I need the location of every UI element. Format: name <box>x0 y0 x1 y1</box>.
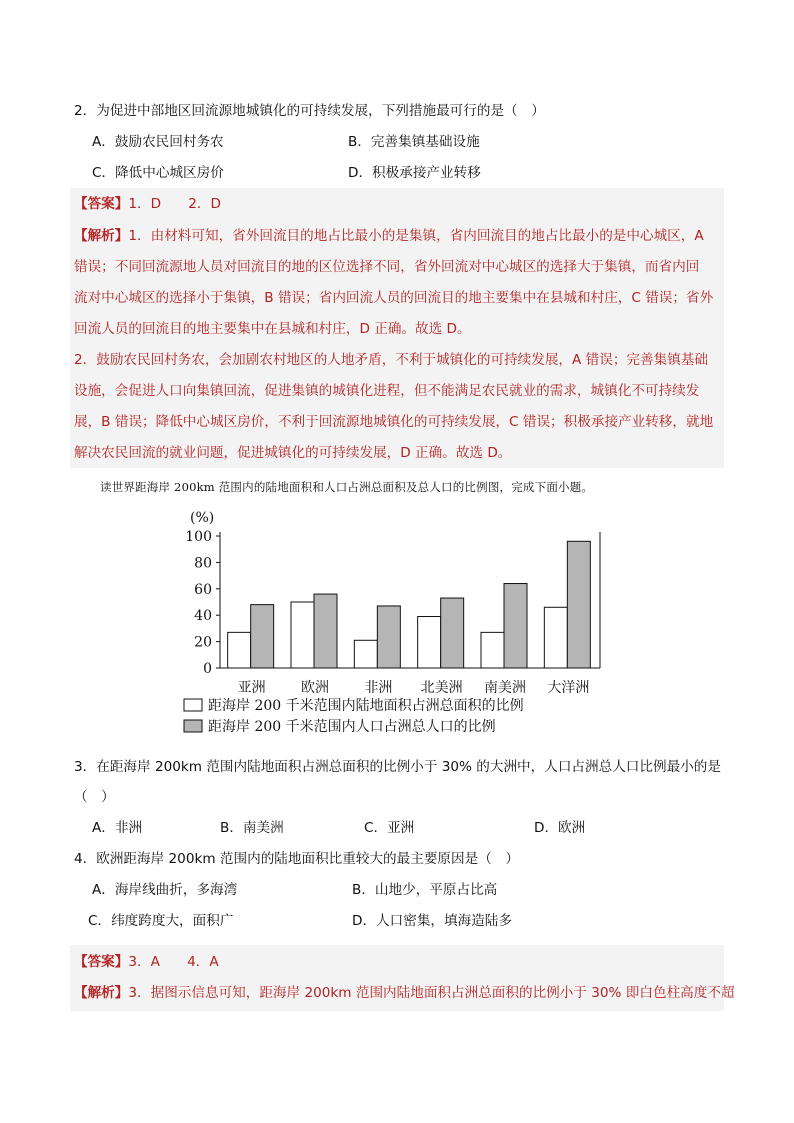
chart-intro: 读世界距海岸 200km 范围内的陆地面积和人口占洲总面积及总人口的比例图，完成下面小题。 <box>100 480 594 494</box>
analysis-1-line-2: 错误；不同回流源地人员对回流目的地的区位选择不同，省外回流对中心城区的选择大于集镇，而省内回 <box>74 259 700 275</box>
x-tick-label: 亚洲 <box>237 680 266 696</box>
bar-population <box>377 606 400 668</box>
analysis-2-line-1: 【解析】3．据图示信息可知，距海岸 200km 范围内陆地面积占洲总面积的比例小于 30% 即白色柱高度不超 <box>74 985 735 1001</box>
y-tick-label: 40 <box>194 608 212 625</box>
bar-area <box>418 617 441 668</box>
legend <box>184 697 524 735</box>
q2-stem: 2．为促进中部地区回流源地城镇化的可持续发展，下列措施最可行的是（ ） <box>74 103 545 119</box>
y-tick-label: 100 <box>185 529 212 545</box>
bars <box>228 541 591 668</box>
analysis-1-line-6: 设施，会促进人口向集镇回流，促进集镇的城镇化进程，但不能满足农民就业的需求，城镇化不可持续发 <box>74 383 700 399</box>
q2-option-b: B．完善集镇基础设施 <box>348 134 480 150</box>
answer-text: 3．A 4．A <box>128 954 219 970</box>
analysis-tag: 【解析】 <box>74 228 129 244</box>
analysis-1-line-8: 解决农民回流的就业问题，促进城镇化的可持续发展，D 正确。故选 D。 <box>74 445 512 461</box>
analysis-tag: 【解析】 <box>74 985 129 1001</box>
answer-tag: 【答案】 <box>74 954 129 970</box>
bar-area <box>354 640 377 668</box>
bar-area <box>544 607 567 668</box>
answer-2 <box>74 952 219 972</box>
q4-option-d: D．人口密集，填海造陆多 <box>352 913 512 929</box>
y-tick-label: 0 <box>203 661 212 677</box>
q3-option-a: A．非洲 <box>92 820 143 836</box>
legend-swatch-population <box>184 720 202 732</box>
q4-stem: 4．欧洲距海岸 200km 范围内的陆地面积比重较大的最主要原因是（ ） <box>74 851 519 867</box>
legend-label-area: 距海岸 200 千米范围内陆地面积占洲总面积的比例 <box>208 698 524 714</box>
y-axis-unit: (%) <box>190 510 215 526</box>
x-axis-labels <box>238 679 590 696</box>
q3-option-c: C．亚洲 <box>364 820 415 836</box>
q3-paren: （ ） <box>74 789 115 805</box>
analysis-1-line-5: 2．鼓励农民回村务农，会加剧农村地区的人地矛盾，不利于城镇化的可持续发展，A 错误；完善集镇基础 <box>74 352 708 368</box>
answer-tag: 【答案】 <box>74 196 129 212</box>
q4-option-c: C．纬度跨度大，面积广 <box>88 913 234 929</box>
bar-population <box>314 594 337 668</box>
y-tick-label: 20 <box>194 634 212 651</box>
legend-swatch-area <box>184 699 202 711</box>
analysis-1-line-4: 回流人员的回流目的地主要集中在县城和村庄，D 正确。故选 D。 <box>74 321 471 337</box>
x-tick-label: 南美洲 <box>484 680 526 696</box>
q4-option-b: B．山地少，平原占比高 <box>352 882 498 898</box>
q3-option-b: B．南美洲 <box>220 820 284 836</box>
q3-option-d: D．欧洲 <box>534 820 586 836</box>
y-tick-label: 80 <box>194 555 212 572</box>
x-tick-label: 欧洲 <box>301 680 329 696</box>
y-axis <box>185 529 220 677</box>
q3-stem: 3．在距海岸 200km 范围内陆地面积占洲总面积的比例小于 30% 的大洲中，人口占洲总人口比例最小的是 <box>74 759 721 775</box>
analysis-1-line-7: 展，B 错误；降低中心城区房价，不利于回流源地城镇化的可持续发展，C 错误；积极承接产业转移，就地 <box>74 414 714 430</box>
bar-population <box>251 605 274 668</box>
answer-text: 1．D 2．D <box>128 196 221 212</box>
x-tick-label: 大洋洲 <box>547 680 590 696</box>
bar-area <box>481 632 504 668</box>
x-tick-label: 北美洲 <box>420 680 463 696</box>
q2-option-c: C．降低中心城区房价 <box>92 165 224 181</box>
bar-population <box>504 584 527 668</box>
q2-option-d: D．积极承接产业转移 <box>348 165 481 181</box>
bar-area <box>228 632 251 668</box>
analysis-1-line-3: 流对中心城区的选择小于集镇，B 错误；省内回流人员的回流目的地主要集中在县城和村庄，C 错误；省外 <box>74 290 714 306</box>
q4-option-a: A．海岸线曲折，多海湾 <box>92 882 238 898</box>
bar-chart <box>160 502 630 742</box>
y-tick-label: 60 <box>194 581 212 598</box>
bar-population <box>441 598 464 668</box>
legend-label-population: 距海岸 200 千米范围内人口占洲总人口的比例 <box>208 719 496 735</box>
bar-population <box>567 541 590 668</box>
x-tick-label: 非洲 <box>364 680 393 696</box>
answer-1 <box>74 194 221 214</box>
bar-area <box>291 602 314 668</box>
analysis-1-line-1: 【解析】1．由材料可知，省外回流目的地占比最小的是集镇，省内回流目的地占比最小的是中心城区，A <box>74 228 704 244</box>
q2-option-a: A．鼓励农民回村务农 <box>92 134 224 150</box>
